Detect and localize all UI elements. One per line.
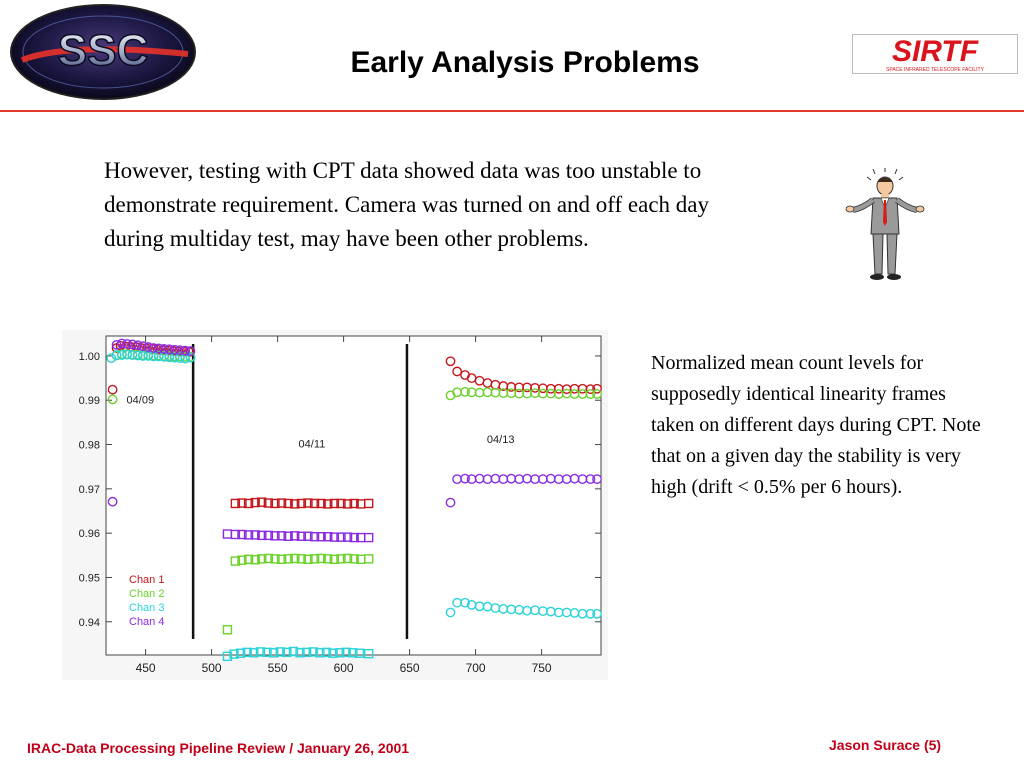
chart-svg — [62, 330, 608, 680]
y-tick-label: 0.97 — [78, 483, 100, 496]
x-tick-label: 550 — [267, 661, 288, 675]
legend-entry: Chan 3 — [129, 602, 165, 614]
count-levels-chart — [62, 330, 608, 680]
y-tick-label: 0.98 — [78, 439, 100, 452]
y-tick-label: 0.96 — [78, 528, 100, 541]
ssc-logo — [8, 2, 198, 102]
sirtf-logo-subtext: SPACE INFRARED TELESCOPE FACILITY — [886, 67, 984, 73]
y-tick-label: 0.99 — [78, 395, 100, 408]
x-tick-label: 450 — [135, 661, 156, 675]
y-tick-label: 0.95 — [78, 572, 100, 585]
legend-entry: Chan 4 — [129, 616, 165, 628]
header-rule — [0, 110, 1024, 112]
ssc-logo-text: SSC — [57, 26, 149, 75]
sirtf-logo — [852, 34, 1018, 74]
day-label: 04/09 — [126, 394, 155, 407]
intro-paragraph: However, testing with CPT data showed data was too unstable to demonstrate requirement. Camera was turned on and off each day during multiday test, may have been other problems. — [104, 158, 710, 251]
footer-review-title: IRAC-Data Processing Pipeline Review / January 26, 2001 — [27, 740, 410, 756]
day-label: 04/13 — [486, 434, 515, 447]
x-tick-label: 600 — [333, 661, 354, 675]
sirtf-logo-text: SIRTF — [891, 35, 979, 68]
y-tick-label: 0.94 — [78, 616, 100, 629]
x-tick-label: 750 — [531, 661, 552, 675]
page-title: Early Analysis Problems — [350, 46, 700, 79]
legend-entry: Chan 1 — [129, 574, 165, 586]
chart-caption: Normalized mean count levels for supposedly identical linearity frames taken on different days during CPT. Note that on a given day the stability is very high (drift < 0.5% per 6 hours). — [651, 352, 981, 498]
x-tick-label: 700 — [465, 661, 486, 675]
legend-entry: Chan 2 — [129, 588, 165, 600]
x-tick-label: 650 — [399, 661, 420, 675]
footer-author-page: Jason Surace (5) — [829, 737, 942, 753]
confused-man-shrugging-icon — [843, 168, 927, 284]
y-tick-label: 1.00 — [78, 350, 100, 363]
day-label: 04/11 — [298, 438, 326, 451]
x-tick-label: 500 — [201, 661, 222, 675]
